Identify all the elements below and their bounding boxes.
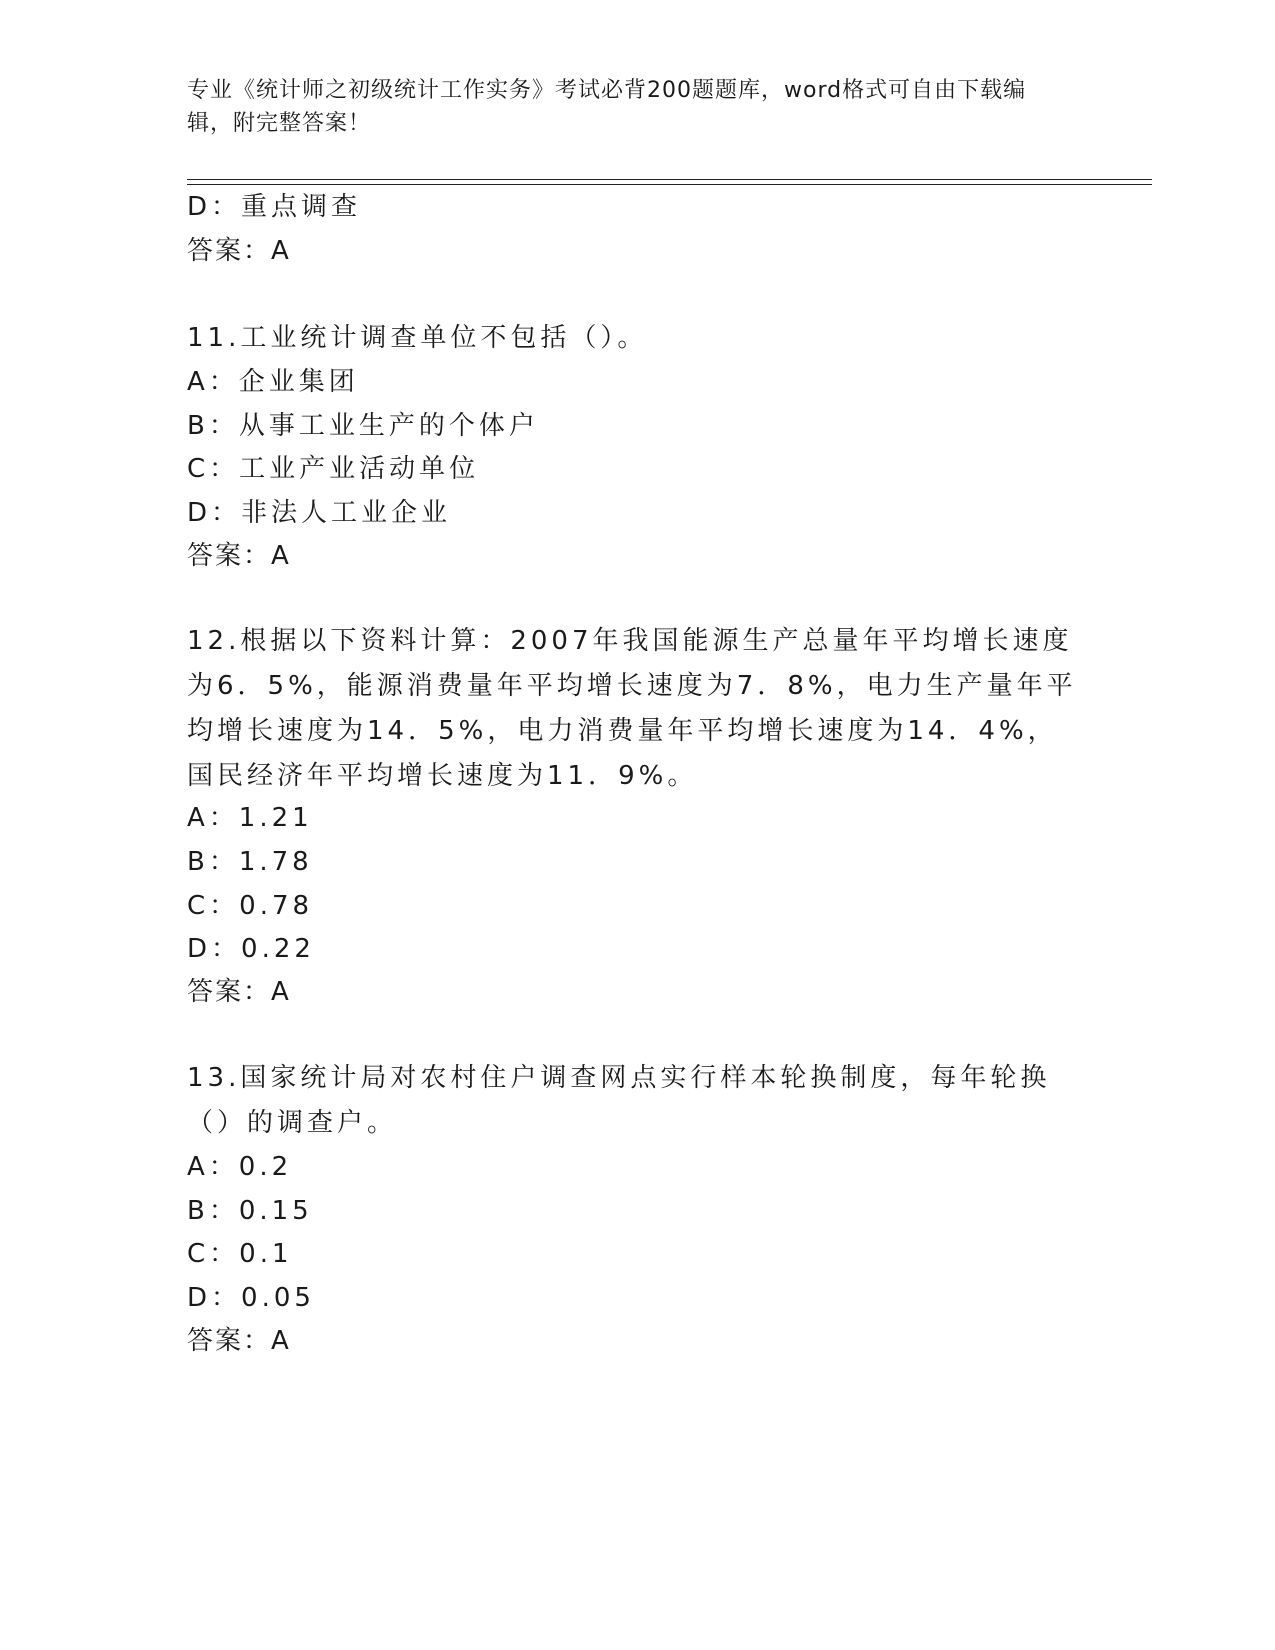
q11-option-a: A：企业集团 <box>187 367 359 397</box>
q13-answer: 答案：A <box>187 1326 291 1356</box>
document-header: 专业《统计师之初级统计工作实务》考试必背200题题库，word格式可自由下载编辑，附完整答案！ <box>187 78 1027 136</box>
q11-option-c: C：工业产业活动单位 <box>187 454 480 484</box>
prev-answer: 答案：A <box>187 236 291 266</box>
q13-option-b: B：0.15 <box>187 1196 313 1226</box>
q12-answer: 答案：A <box>187 977 291 1007</box>
header-rule-top <box>187 179 1152 180</box>
q12-option-b: B：1.78 <box>187 847 313 877</box>
q11-text: 11.工业统计调查单位不包括（）。 <box>187 323 648 353</box>
header-rule-bottom <box>187 184 1152 185</box>
q12-text: 12.根据以下资料计算：2007年我国能源生产总量年平均增长速度为6．5%，能源消费量年平均增长速度为7．8%，电力生产量年平均增长速度为14．5%，电力消费量年平均增长速度为14．4%，国民经济年平均增长速度为11．9%。 <box>187 626 1077 791</box>
q13-text: 13.国家统计局对农村住户调查网点实行样本轮换制度，每年轮换（）的调查户。 <box>187 1063 1051 1138</box>
q12-option-c: C：0.78 <box>187 891 314 921</box>
q13-option-a: A：0.2 <box>187 1152 293 1182</box>
q13-option-d: D：0.05 <box>187 1283 315 1313</box>
prev-option-d: D：重点调查 <box>187 192 362 222</box>
q12-option-d: D：0.22 <box>187 934 315 964</box>
q13-option-c: C：0.1 <box>187 1239 293 1269</box>
q12-option-a: A：1.21 <box>187 803 313 833</box>
q11-answer: 答案：A <box>187 541 291 571</box>
q11-option-d: D：非法人工业企业 <box>187 498 452 528</box>
q11-option-b: B：从事工业生产的个体户 <box>187 411 539 441</box>
